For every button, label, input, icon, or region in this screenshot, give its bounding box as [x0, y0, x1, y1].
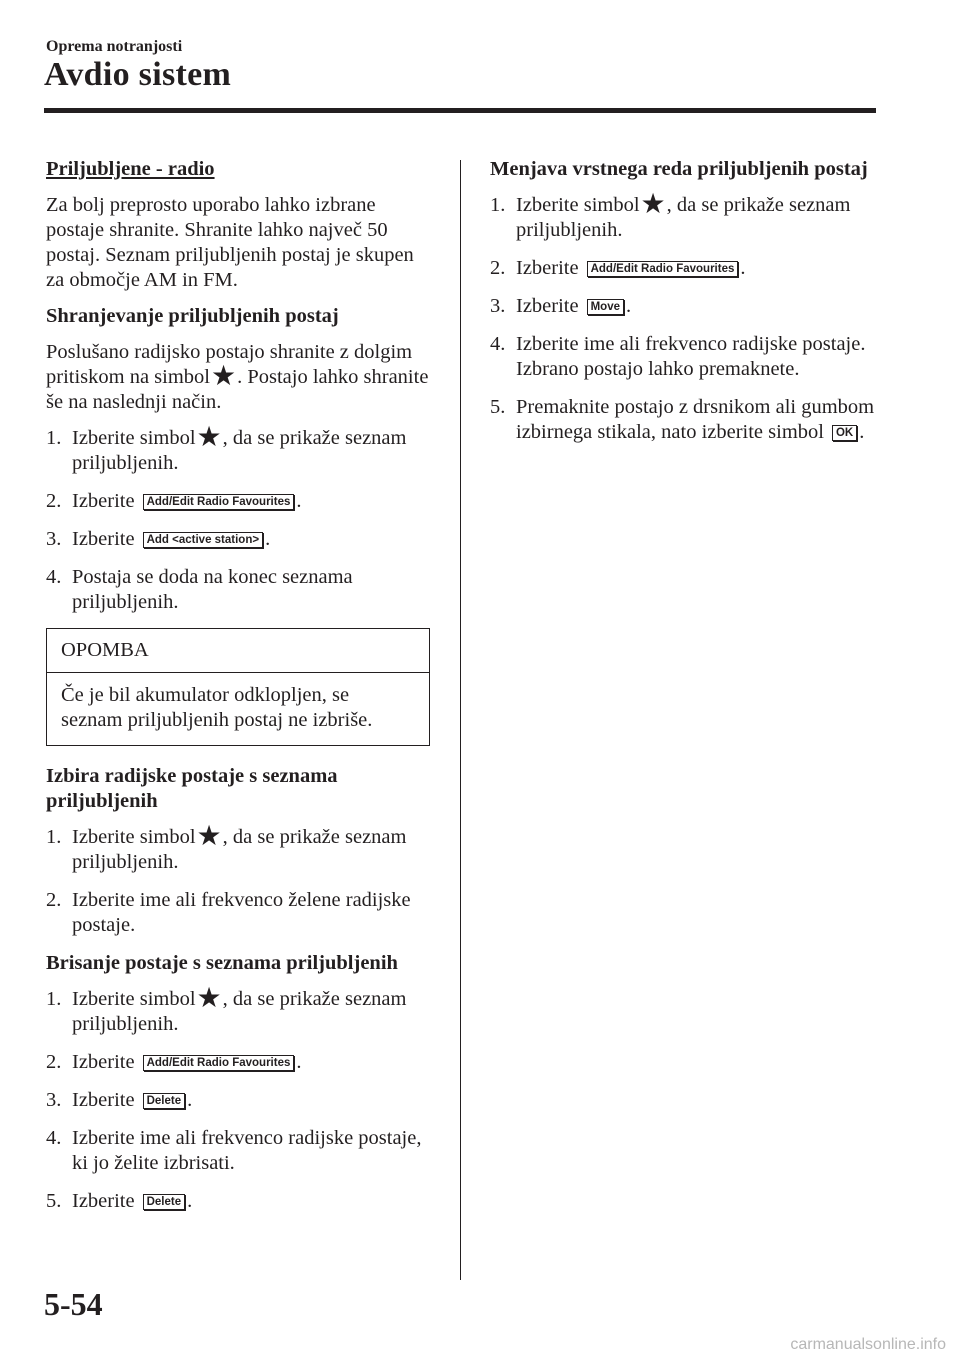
list-item: [46, 981, 434, 1037]
list-item: [490, 332, 878, 382]
delete-button[interactable]: Delete: [143, 1093, 186, 1109]
add-active-station-button[interactable]: Add <active station>: [143, 532, 263, 548]
list-item: [490, 187, 878, 243]
store-steps: [46, 420, 434, 615]
select-heading: Izbira radijske postaje s seznama priljubljenih: [46, 765, 338, 812]
step-number: 4.: [46, 1127, 62, 1149]
step-text: Izberite: [72, 1051, 135, 1073]
step-number: 2.: [46, 490, 62, 512]
step-number: 5.: [490, 396, 506, 418]
step-text-end: .: [265, 528, 271, 550]
step-number: 4.: [46, 566, 62, 588]
step-text-end: , da se prikaže seznam priljubljenih.: [72, 427, 407, 474]
step-text-end: .: [626, 295, 632, 317]
step-number: 1.: [46, 988, 62, 1010]
step-text: Izberite ime ali frekvenco radijske postaje. Izbrano postajo lahko premaknete.: [516, 333, 866, 380]
add-edit-favourites-button[interactable]: Add/Edit Radio Favourites: [143, 1055, 295, 1071]
step-text-end: , da se prikaže seznam priljubljenih.: [72, 826, 407, 873]
delete-heading: Brisanje postaje s seznama priljubljenih: [46, 952, 398, 974]
note-title: OPOMBA: [47, 629, 429, 673]
page-number: 5-54: [44, 1286, 103, 1322]
list-item: [46, 1126, 434, 1176]
header-rule: [44, 108, 876, 113]
step-number: 5.: [46, 1190, 62, 1212]
favourites-heading: Priljubljene - radio: [46, 158, 215, 180]
star-icon: ★: [196, 981, 222, 1014]
list-item: [46, 527, 434, 552]
step-text: Izberite simbol: [72, 826, 196, 848]
step-number: 3.: [46, 528, 62, 550]
step-number: 2.: [46, 889, 62, 911]
step-number: 3.: [46, 1089, 62, 1111]
store-intro-text: Poslušano radijsko postajo shranite z dolgim pritiskom na simbol: [46, 341, 413, 388]
chapter-title: Avdio sistem: [44, 56, 232, 93]
step-text: Izberite: [72, 528, 135, 550]
delete-steps: [46, 981, 434, 1214]
note-box: [46, 628, 430, 746]
star-icon: ★: [640, 187, 666, 220]
star-icon: ★: [196, 819, 222, 852]
step-text: Izberite simbol: [72, 427, 196, 449]
reorder-steps: [490, 187, 878, 445]
list-item: [46, 489, 434, 514]
step-number: 2.: [490, 257, 506, 279]
step-text-end: .: [740, 257, 746, 279]
step-text: Izberite ime ali frekvenco radijske postaje, ki jo želite izbrisati.: [72, 1127, 422, 1174]
select-steps: [46, 819, 434, 938]
list-item: [46, 420, 434, 476]
list-item: [46, 1088, 434, 1113]
step-number: 4.: [490, 333, 506, 355]
step-number: 2.: [46, 1051, 62, 1073]
step-text-end: , da se prikaže seznam priljubljenih.: [516, 194, 851, 241]
store-intro: [46, 340, 434, 415]
add-edit-favourites-button[interactable]: Add/Edit Radio Favourites: [587, 261, 739, 277]
step-number: 1.: [46, 427, 62, 449]
step-number: 1.: [46, 826, 62, 848]
step-text: Izberite: [72, 1190, 135, 1212]
list-item: [46, 565, 434, 615]
list-item: [46, 819, 434, 875]
step-text-end: .: [187, 1089, 193, 1111]
step-text: Izberite ime ali frekvenco želene radijske postaje.: [72, 889, 411, 936]
list-item: [490, 395, 878, 445]
favourites-intro: Za bolj preprosto uporabo lahko izbrane postaje shranite. Shranite lahko največ 50 postaj. Seznam priljubljenih postaj je skupen za območje AM in FM.: [46, 194, 414, 291]
step-text: Izberite: [516, 257, 579, 279]
step-text-end: .: [187, 1190, 193, 1212]
step-number: 3.: [490, 295, 506, 317]
note-body: Če je bil akumulator odklopljen, se seznam priljubljenih postaj ne izbriše.: [61, 684, 373, 731]
left-column: [46, 157, 434, 1227]
column-divider: [460, 160, 461, 1280]
store-heading: Shranjevanje priljubljenih postaj: [46, 305, 339, 327]
move-button[interactable]: Move: [587, 299, 624, 315]
list-item: [490, 294, 878, 319]
step-text: Izberite simbol: [72, 988, 196, 1010]
step-text: Postaja se doda na konec seznama priljubljenih.: [72, 566, 353, 613]
list-item: [490, 256, 878, 281]
star-icon: ★: [211, 359, 237, 392]
step-text-end: .: [859, 421, 865, 443]
section-label: Oprema notranjosti: [46, 38, 183, 55]
step-text-end: , da se prikaže seznam priljubljenih.: [72, 988, 407, 1035]
step-number: 1.: [490, 194, 506, 216]
list-item: [46, 1189, 434, 1214]
store-intro-text-end: . Postajo lahko shranite še na naslednji način.: [46, 366, 429, 413]
step-text: Izberite: [516, 295, 579, 317]
list-item: [46, 888, 434, 938]
reorder-heading: Menjava vrstnega reda priljubljenih postaj: [490, 158, 868, 180]
step-text-end: .: [296, 1051, 302, 1073]
step-text: Premaknite postajo z drsnikom ali gumbom izbirnega stikala, nato izberite simbol: [516, 396, 875, 443]
step-text-end: .: [296, 490, 302, 512]
ok-button[interactable]: OK: [832, 425, 857, 441]
right-column: [490, 157, 878, 458]
star-icon: ★: [196, 420, 222, 453]
step-text: Izberite simbol: [516, 194, 640, 216]
delete-confirm-button[interactable]: Delete: [143, 1194, 186, 1210]
list-item: [46, 1050, 434, 1075]
step-text: Izberite: [72, 1089, 135, 1111]
add-edit-favourites-button[interactable]: Add/Edit Radio Favourites: [143, 494, 295, 510]
watermark: carmanualsonline.info: [790, 1336, 946, 1353]
step-text: Izberite: [72, 490, 135, 512]
